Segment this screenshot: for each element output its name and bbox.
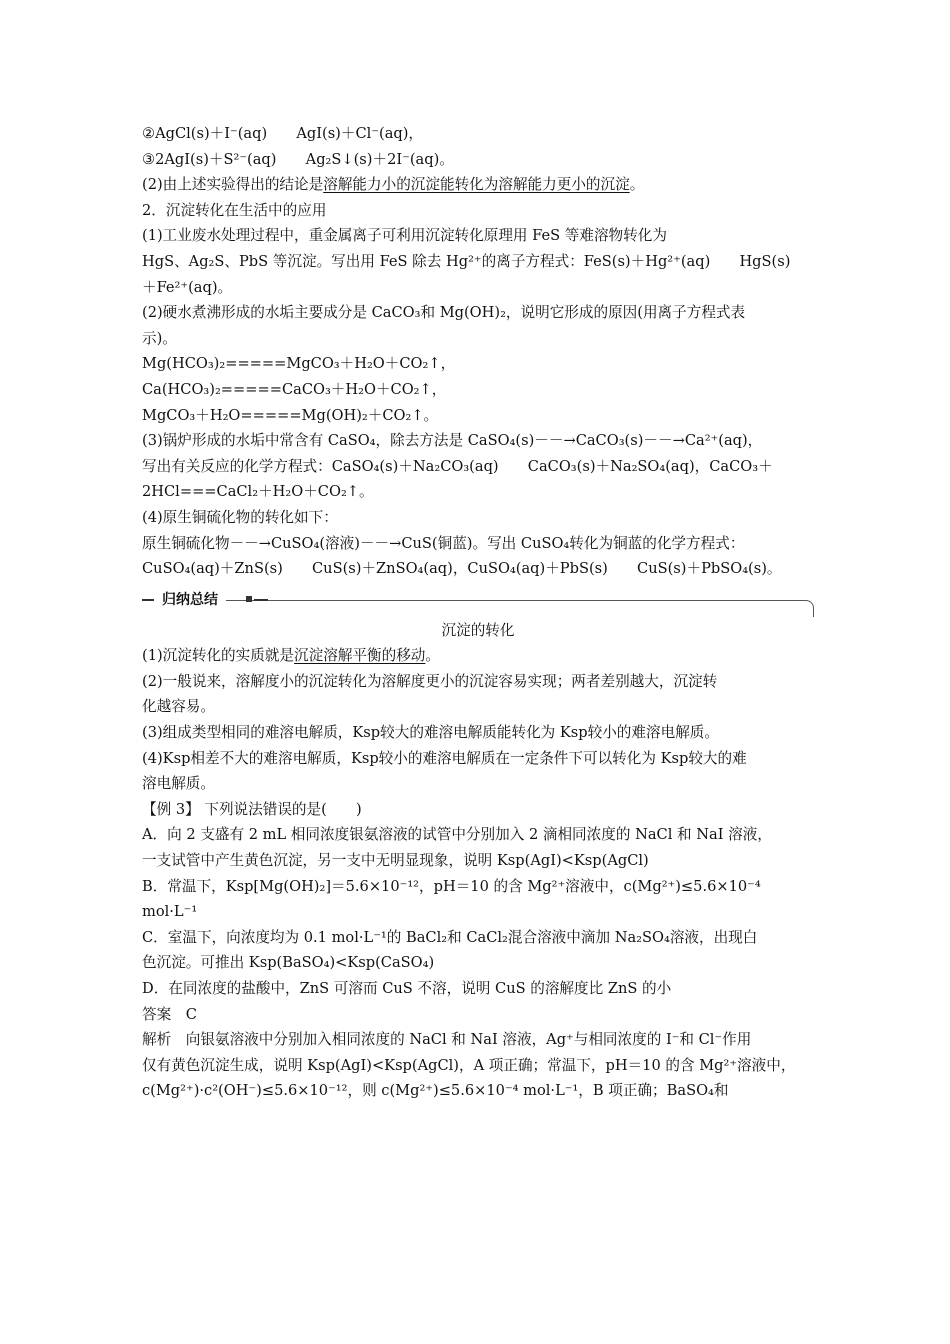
text-line: (4)Ksp相差不大的难溶电解质，Ksp较小的难溶电解质在一定条件下可以转化为 Ksp较大的难 — [142, 749, 747, 767]
text-line: HgS、Ag₂S、PbS 等沉淀。写出用 FeS 除去 Hg²⁺的离子方程式：FeS(s)＋Hg²⁺(aq) HgS(s) — [142, 252, 791, 270]
text-line: 原生铜硫化物－－→CuSO₄(溶液)－－→CuS(铜蓝)。写出 CuSO₄转化为铜蓝的化学方程式： — [142, 534, 745, 552]
example-heading: 【例 3】 下列说法错误的是( ) — [142, 800, 362, 818]
text-line: ＋Fe²⁺(aq)。 — [142, 278, 233, 296]
option-c: C．室温下，向浓度均为 0.1 mol·L⁻¹的 BaCl₂和 CaCl₂混合溶液中滴加 Na₂SO₄溶液，出现白 — [142, 928, 758, 946]
text-line: ③2AgI(s)＋S²⁻(aq) Ag₂S↓(s)＋2I⁻(aq)。 — [142, 150, 454, 168]
equation-line: Ca(HCO₃)₂=====CaCO₃＋H₂O＋CO₂↑， — [142, 380, 447, 398]
option-a-cont: 一支试管中产生黄色沉淀，另一支中无明显现象，说明 Ksp(AgI)<Ksp(AgCl) — [142, 852, 649, 870]
summary-first-prefix: (1)沉淀转化的实质就是 — [142, 647, 295, 665]
text-line: ②AgCl(s)＋I⁻(aq) AgI(s)＋Cl⁻(aq)， — [142, 125, 424, 142]
analysis-line: 仅有黄色沉淀生成，说明 Ksp(AgI)<Ksp(AgCl)，A 项正确；常温下，pH＝10 的含 Mg²⁺溶液中， — [142, 1056, 796, 1074]
option-b-cont: mol·L⁻¹ — [142, 903, 198, 921]
header-square — [246, 596, 252, 602]
summary-header — [142, 586, 814, 618]
text-line: (2)硬水煮沸形成的水垢主要成分是 CaCO₃和 Mg(OH)₂，说明它形成的原因(用离子方程式表 — [142, 304, 746, 322]
text-line: (1)工业废水处理过程中，重金属离子可利用沉淀转化原理用 FeS 等难溶物转化为 — [142, 227, 667, 245]
text-line: (4)原生铜硫化物的转化如下： — [142, 508, 338, 526]
equation-line: Mg(HCO₃)₂=====MgCO₃＋H₂O＋CO₂↑， — [142, 355, 456, 373]
text-line: (2)一般说来，溶解度小的沉淀转化为溶解度更小的沉淀容易实现；两者差别越大，沉淀转 — [142, 672, 718, 690]
text-line: CuSO₄(aq)＋ZnS(s) CuS(s)＋ZnSO₄(aq)，CuSO₄(aq)＋PbS(s) CuS(s)＋PbSO₄(s)。 — [142, 560, 782, 578]
document-body — [142, 121, 814, 1104]
summary-label: 归纳总结 — [154, 589, 226, 611]
summary-frame — [142, 600, 814, 617]
analysis-line: c(Mg²⁺)·c²(OH⁻)≤5.6×10⁻¹²，则 c(Mg²⁺)≤5.6×10⁻⁴ mol·L⁻¹，B 项正确；BaSO₄和 — [142, 1082, 729, 1100]
option-b: B．常温下，Ksp[Mg(OH)₂]＝5.6×10⁻¹²，pH＝10 的含 Mg²⁺溶液中，c(Mg²⁺)≤5.6×10⁻⁴ — [142, 877, 761, 895]
option-c-cont: 色沉淀。可推出 Ksp(BaSO₄)<Ksp(CaSO₄) — [142, 954, 435, 972]
analysis-line: 解析 向银氨溶液中分别加入相同浓度的 NaCl 和 NaI 溶液，Ag⁺与相同浓度的 I⁻和 Cl⁻作用 — [142, 1031, 752, 1049]
summary-first-suffix: 。 — [425, 647, 440, 665]
summary-title: 沉淀的转化 — [441, 621, 515, 639]
text-line: (3)锅炉形成的水垢中常含有 CaSO₄，除去方法是 CaSO₄(s)－－→CaCO₃(s)－－→Ca²⁺(aq)， — [142, 432, 763, 450]
text-line: 写出有关反应的化学方程式：CaSO₄(s)＋Na₂CO₃(aq) CaCO₃(s)＋Na₂SO₄(aq)，CaCO₃＋ — [142, 457, 773, 475]
text-line: 溶电解质。 — [142, 775, 215, 793]
summary-first-underlined: 沉淀溶解平衡的移动 — [294, 647, 426, 665]
option-a: A．向 2 支盛有 2 mL 相同浓度银氨溶液的试管中分别加入 2 滴相同浓度的 NaCl 和 NaI 溶液， — [142, 826, 772, 844]
summary-first-line — [142, 643, 814, 669]
text-line: 2．沉淀转化在生活中的应用 — [142, 201, 327, 219]
option-d: D．在同浓度的盐酸中，ZnS 可溶而 CuS 不溶，说明 CuS 的溶解度比 ZnS 的小 — [142, 980, 672, 997]
equation-line: MgCO₃＋H₂O=====Mg(OH)₂＋CO₂↑。 — [142, 406, 439, 424]
text-line: 2HCl===CaCl₂＋H₂O＋CO₂↑。 — [142, 483, 374, 501]
answer-line: 答案 C — [142, 1005, 197, 1023]
conclusion-suffix: 。 — [629, 176, 645, 194]
text-line: 化越容易。 — [142, 698, 215, 716]
text-line: (3)组成类型相同的难溶电解质，Ksp较大的难溶电解质能转化为 Ksp较小的难溶电解质。 — [142, 724, 719, 742]
conclusion-underlined: 溶解能力小的沉淀能转化为溶解能力更小的沉淀 — [323, 176, 630, 194]
conclusion-line — [142, 172, 814, 198]
text-line: 示)。 — [142, 329, 177, 347]
header-dash — [254, 599, 268, 601]
conclusion-prefix: (2)由上述实验得出的结论是 — [142, 176, 324, 194]
